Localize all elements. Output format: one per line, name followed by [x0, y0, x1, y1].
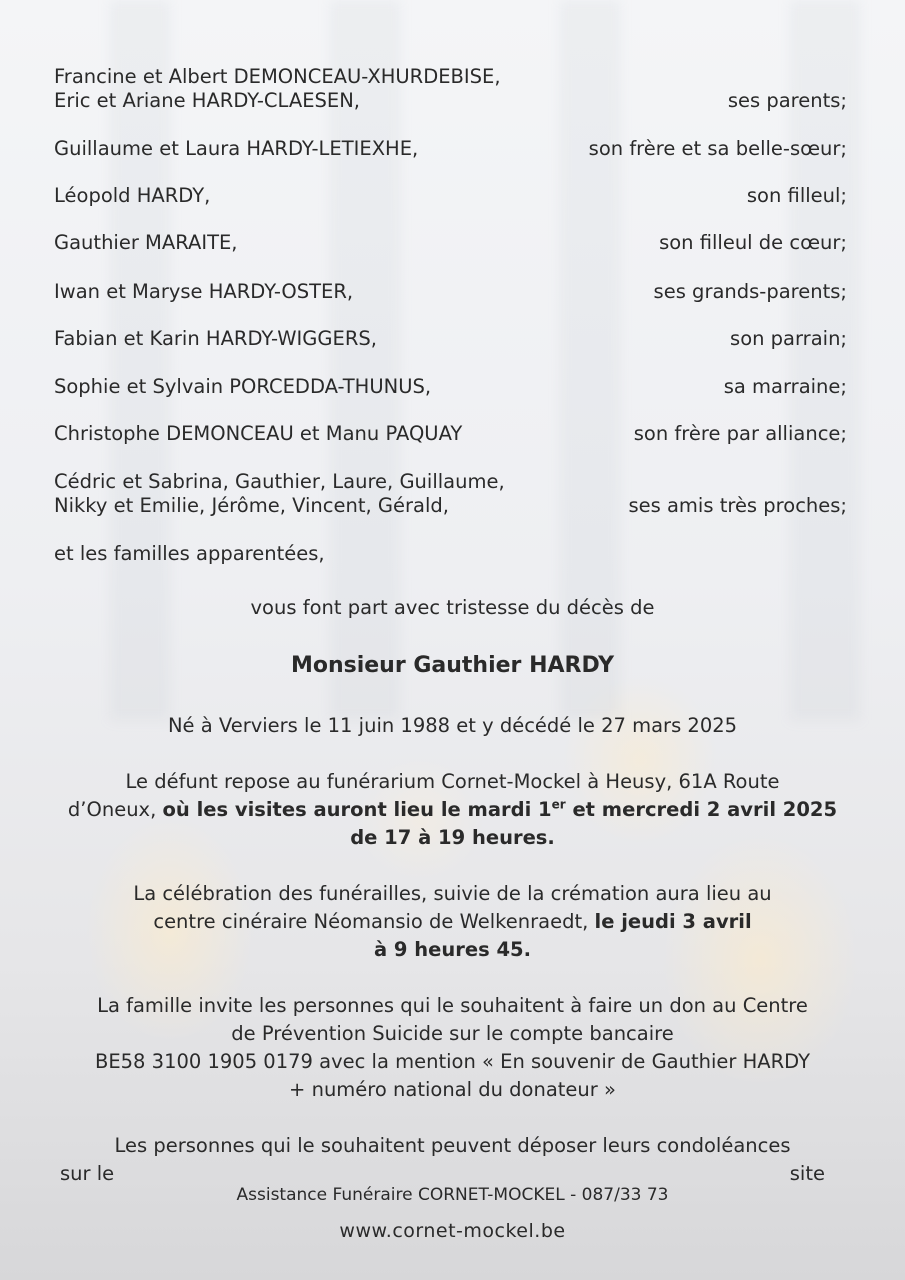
family-name-line: Guillaume et Laura HARDY-LETIEXHE,: [54, 137, 419, 160]
family-relation: son frère par alliance;: [633, 422, 847, 445]
family-name-line: Christophe DEMONCEAU et Manu PAQUAY: [54, 422, 463, 445]
family-name-line: Fabian et Karin HARDY-WIGGERS,: [54, 327, 377, 350]
condolences-line: Les personnes qui le souhaitent peuvent déposer leurs condoléances: [114, 1134, 791, 1157]
funeral-time: à 9 heures 45.: [373, 938, 532, 961]
donation-line: BE58 3100 1905 0179 avec la mention « En souvenir de Gauthier HARDY: [94, 1050, 811, 1073]
condolences-right: site: [789, 1162, 825, 1185]
donation-paragraph: [40, 992, 865, 1104]
family-row-godmother: [54, 375, 847, 399]
family-row-heart-godson: [54, 231, 847, 255]
birth-death-text: Né à Verviers le 11 juin 1988 et y décédé le 27 mars 2025: [167, 714, 738, 737]
family-relation: ses parents;: [727, 89, 847, 112]
family-name-line: Cédric et Sabrina, Gauthier, Laure, Guillaume,: [54, 470, 505, 493]
funeral-paragraph: [40, 880, 865, 964]
family-relation: son filleul;: [746, 184, 847, 207]
family-name-line: Nikky et Emilie, Jérôme, Vincent, Gérald,: [54, 494, 449, 517]
family-relation: son filleul de cœur;: [659, 231, 847, 254]
family-name-line: Eric et Ariane HARDY-CLAESEN,: [54, 89, 361, 112]
family-row-parents: [54, 65, 847, 113]
visitation-line: d’Oneux, où les visites auront lieu le mardi 1er et mercredi 2 avril 2025: [67, 797, 838, 821]
condolences-paragraph: [40, 1132, 865, 1160]
family-row-relatives: [54, 542, 847, 566]
family-name-line: Sophie et Sylvain PORCEDDA-THUNUS,: [54, 375, 432, 398]
visitation-hours: de 17 à 19 heures.: [350, 826, 555, 849]
family-name-line: et les familles apparentées,: [54, 542, 325, 565]
funeral-line: centre cinéraire Néomansio de Welkenraedt, le jeudi 3 avril: [153, 910, 752, 933]
assistance-text: Assistance Funéraire CORNET-MOCKEL - 087/33 73: [236, 1185, 669, 1205]
family-name-line: Léopold HARDY,: [54, 184, 211, 207]
family-relation: ses grands-parents;: [653, 280, 847, 303]
condolences-left: sur le: [60, 1162, 115, 1185]
donation-line: La famille invite les personnes qui le souhaitent à faire un don au Centre: [97, 994, 808, 1017]
funeral-line: La célébration des funérailles, suivie de la crémation aura lieu au: [133, 882, 772, 905]
family-relation: ses amis très proches;: [628, 494, 847, 517]
website-link[interactable]: www.cornet-mockel.be: [339, 1220, 566, 1242]
family-name-line: Francine et Albert DEMONCEAU-XHURDEBISE,: [54, 65, 501, 88]
family-row-friends: [54, 470, 847, 518]
deceased-name: Monsieur Gauthier HARDY: [290, 653, 615, 678]
family-row-brother: [54, 137, 847, 161]
visitation-paragraph: [40, 768, 865, 852]
family-row-godfather: [54, 327, 847, 351]
family-relation: son parrain;: [730, 327, 847, 350]
visitation-line: Le défunt repose au funérarium Cornet-Mockel à Heusy, 61A Route: [125, 770, 780, 793]
donation-line: de Prévention Suicide sur le compte bancaire: [231, 1022, 674, 1045]
family-row-grandparents: [54, 280, 847, 304]
family-relation: son frère et sa belle-sœur;: [588, 137, 847, 160]
announcement-text: vous font part avec tristesse du décès de: [250, 596, 655, 619]
family-row-godson: [54, 184, 847, 208]
family-row-brother-in-law: [54, 422, 847, 446]
family-relation: sa marraine;: [723, 375, 847, 398]
family-name-line: Gauthier MARAITE,: [54, 231, 238, 254]
family-name-line: Iwan et Maryse HARDY-OSTER,: [54, 280, 354, 303]
donation-line: + numéro national du donateur »: [289, 1078, 616, 1101]
